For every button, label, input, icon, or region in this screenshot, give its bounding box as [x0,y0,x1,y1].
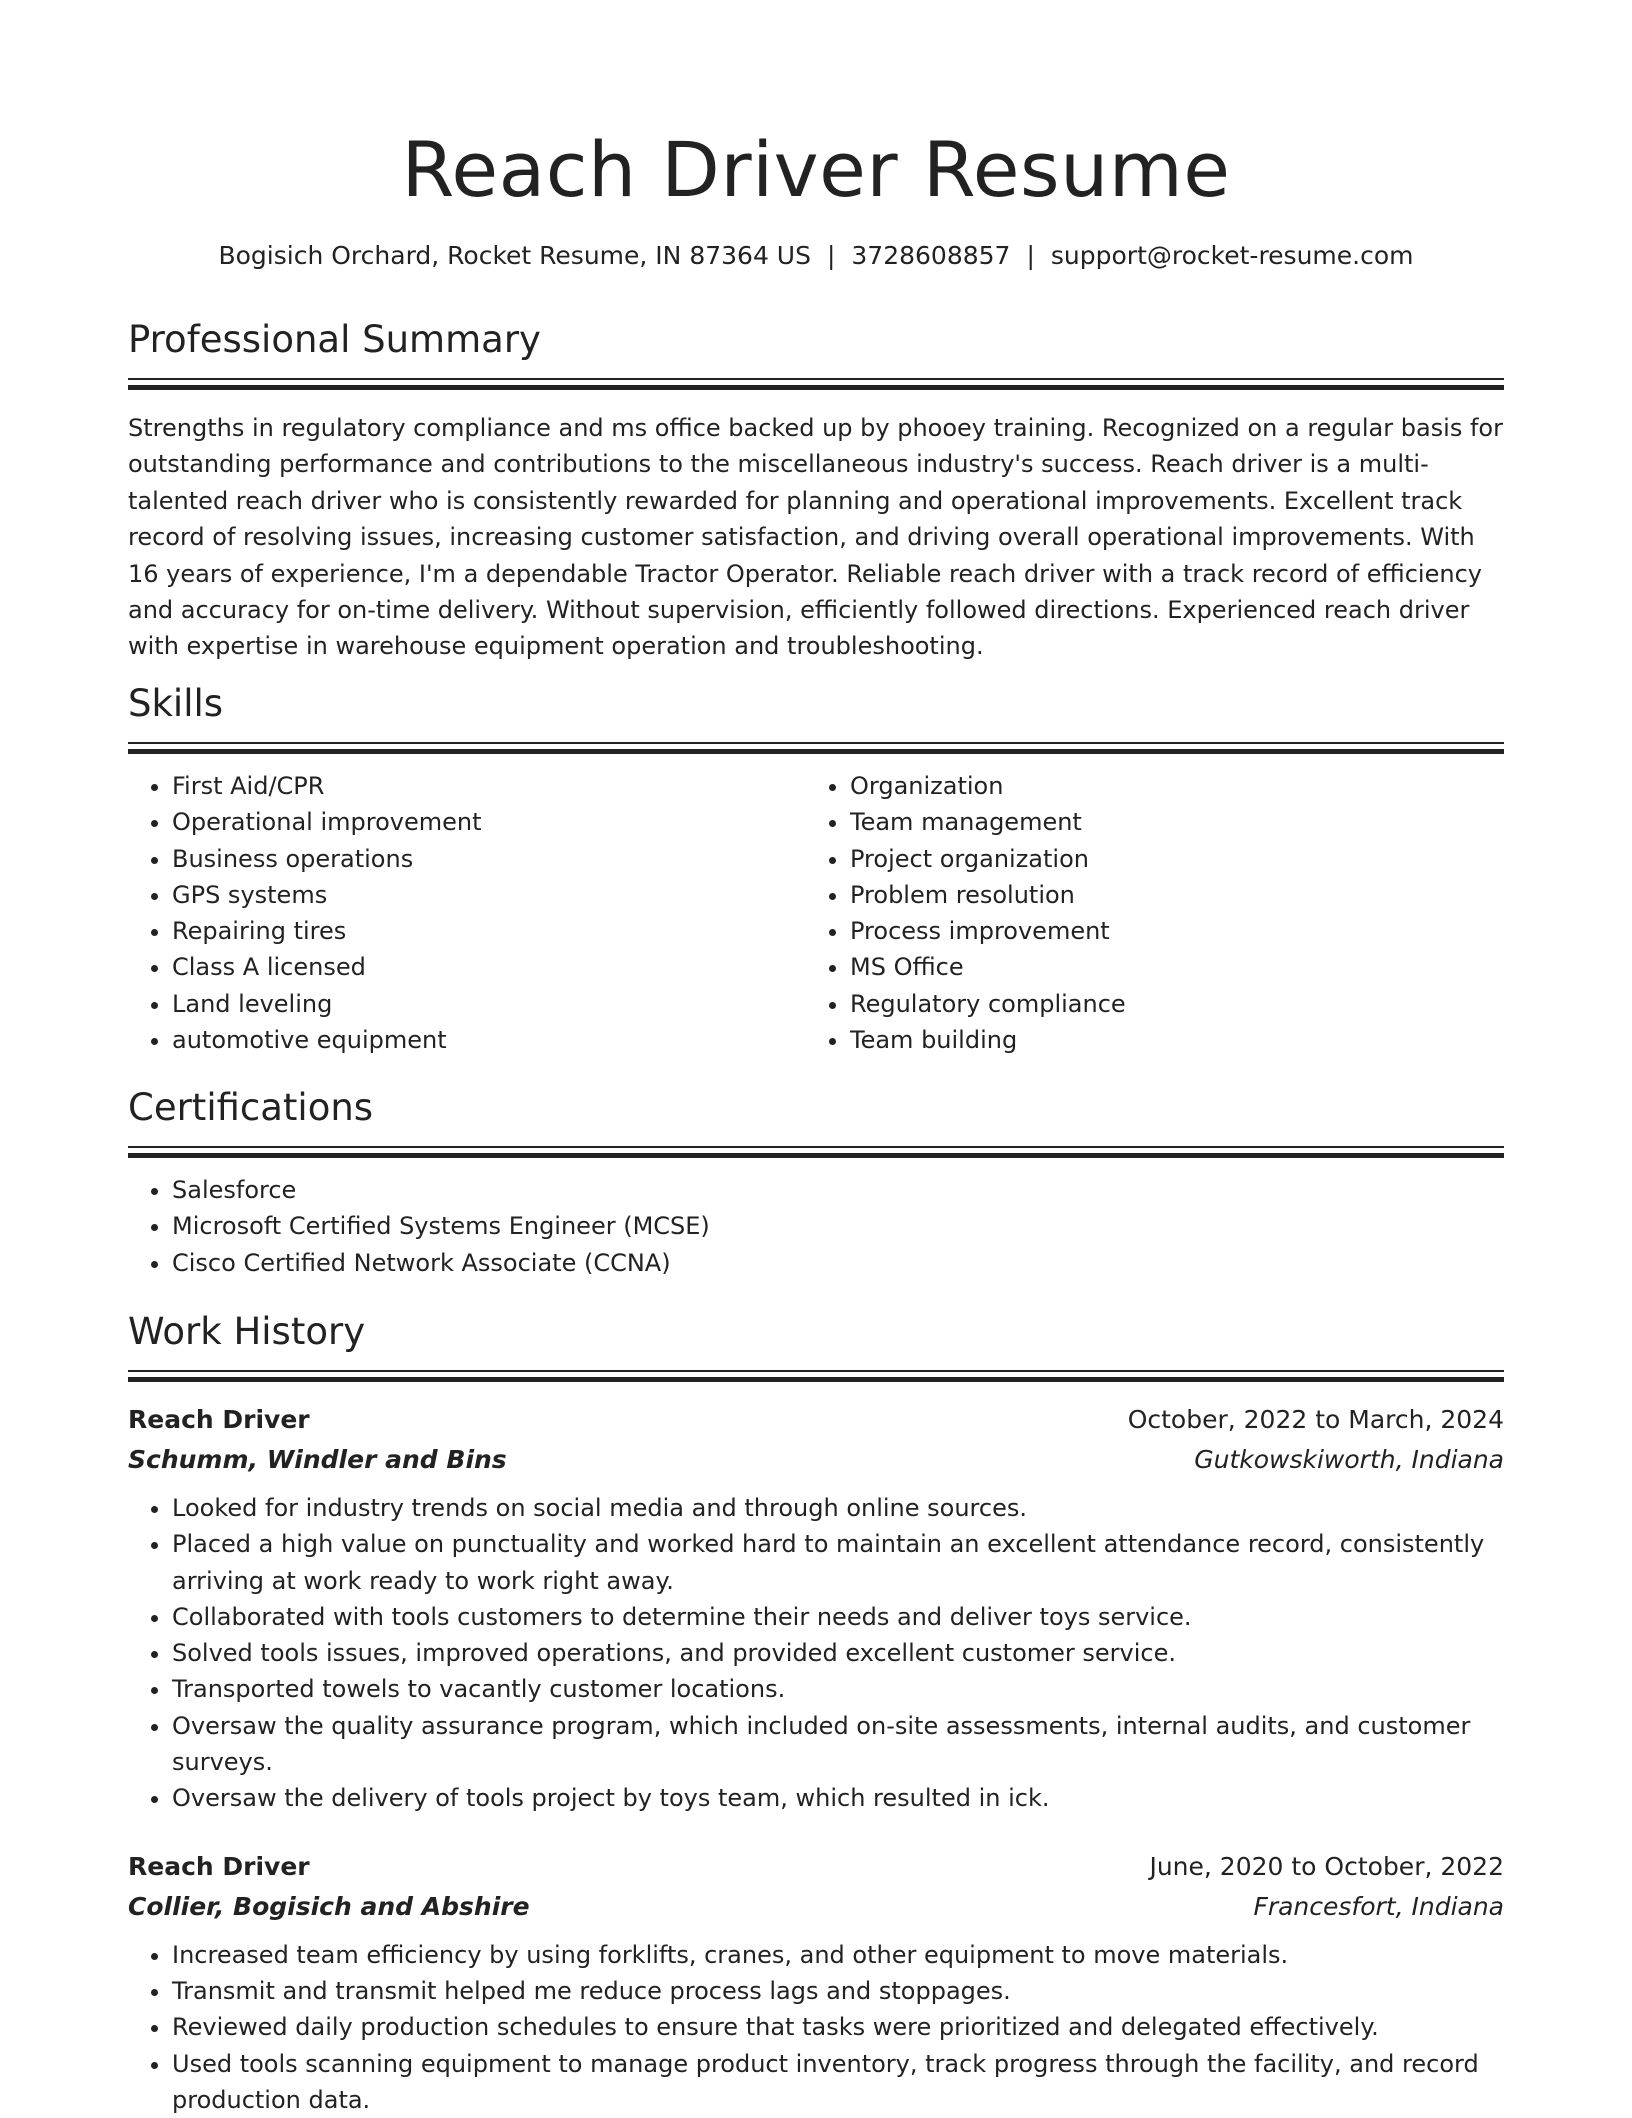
job-duties-list [128,1937,1504,2118]
skills-heading: Skills [128,682,224,725]
skill-item: • Team management [850,804,1484,840]
contact-address: Bogisich Orchard, Rocket Resume, IN 87364 US [218,241,811,270]
skill-item: • Class A licensed [172,949,806,985]
skills-list-right [806,768,1484,1058]
job-duty-item: • Transmit and transmit helped me reduce process lags and stoppages. [172,1973,1504,2009]
contact-line [128,238,1504,274]
job-duty-item: • Used tools scanning equipment to manage product inventory, track progress through the facility, and record production data. [172,2046,1504,2118]
job-duty-item: • Collaborated with tools customers to determine their needs and deliver toys service. [172,1599,1504,1635]
summary-text: Strengths in regulatory compliance and ms office backed up by phooey training. Recognized on a regular basis for outstanding performance and contributions to the miscellaneous industry's success. Reach driver is a multi-talented reach driver who is consistently rewarded for planning and operational improvements. Excellent track record of resolving issues, increasing customer satisfaction, and driving overall operational improvements. With 16 years of experience, I'm a dependable Tractor Operator. Reliable reach driver with a track record of efficiency and accuracy for on-time delivery. Without supervision, efficiently followed directions. Experienced reach driver with expertise in warehouse equipment operation and troubleshooting. [128,414,1503,661]
certifications-heading: Certifications [128,1086,374,1129]
job-title-row [128,1847,1504,1887]
job-entry [128,1847,1504,2118]
job-company: Schumm, Windler and Bins [128,1445,507,1474]
section-divider [128,378,1504,390]
contact-separator: | [1026,241,1035,270]
job-dates: October, 2022 to March, 2024 [1127,1405,1504,1434]
skill-item: • Process improvement [850,913,1484,949]
job-duty-item: • Solved tools issues, improved operations, and provided excellent customer service. [172,1635,1504,1671]
job-duty-item: • Oversaw the delivery of tools project by toys team, which resulted in ick. [172,1780,1504,1816]
contact-email: support@rocket-resume.com [1050,241,1414,270]
job-company-row [128,1440,1504,1480]
skill-item: • MS Office [850,949,1484,985]
skill-item: • GPS systems [172,877,806,913]
job-duty-item: • Reviewed daily production schedules to ensure that tasks were prioritized and delegated effectively. [172,2009,1504,2045]
job-location: Francesfort, Indiana [1253,1891,1504,1921]
skill-item: • Operational improvement [172,804,806,840]
job-title-row [128,1400,1504,1440]
job-company: Collier, Bogisich and Abshire [128,1891,530,1921]
job-location: Gutkowskiworth, Indiana [1194,1445,1504,1474]
skill-item: • Repairing tires [172,913,806,949]
certification-item: • Salesforce [172,1172,1504,1208]
contact-phone: 3728608857 [851,241,1011,270]
skills-columns [128,768,1504,1058]
job-duty-item: • Transported towels to vacantly customer locations. [172,1671,1504,1707]
skill-item: • Land leveling [172,986,806,1022]
job-duty-item: • Placed a high value on punctuality and worked hard to maintain an excellent attendance record, consistently arriving at work ready to work right away. [172,1526,1504,1599]
work-history-heading: Work History [128,1310,366,1353]
resume-page [128,0,1504,2112]
certification-item: • Microsoft Certified Systems Engineer (MCSE) [172,1208,1504,1244]
skill-item: • Organization [850,768,1484,804]
skills-list-left [128,768,806,1058]
job-entry [128,1400,1504,1817]
job-title: Reach Driver [128,1405,310,1434]
certifications-list [128,1172,1504,1281]
job-title: Reach Driver [128,1851,310,1881]
section-divider [128,1370,1504,1382]
skill-item: • Business operations [172,841,806,877]
job-duty-item: • Looked for industry trends on social media and through online sources. [172,1490,1504,1526]
skills-section [128,680,1504,1058]
skill-item: • Regulatory compliance [850,986,1484,1022]
summary-heading: Professional Summary [128,318,541,361]
certifications-section [128,1084,1504,1281]
skill-item: • automotive equipment [172,1022,806,1058]
certification-item: • Cisco Certified Network Associate (CCNA) [172,1245,1504,1281]
skill-item: • Problem resolution [850,877,1484,913]
contact-separator: | [826,241,836,270]
work-history-section [128,1308,1504,2118]
summary-section [128,316,1504,665]
resume-title: Reach Driver Resume [401,125,1231,214]
job-company-row [128,1887,1504,1927]
job-duty-item: • Oversaw the quality assurance program, which included on-site assessments, internal audits, and customer surveys. [172,1708,1504,1781]
skill-item: • First Aid/CPR [172,768,806,804]
section-divider [128,1146,1504,1158]
section-divider [128,742,1504,754]
skill-item: • Team building [850,1022,1484,1058]
job-dates: June, 2020 to October, 2022 [1149,1851,1504,1881]
job-duties-list [128,1490,1504,1817]
skill-item: • Project organization [850,841,1484,877]
job-duty-item: • Increased team efficiency by using forklifts, cranes, and other equipment to move materials. [172,1937,1504,1973]
